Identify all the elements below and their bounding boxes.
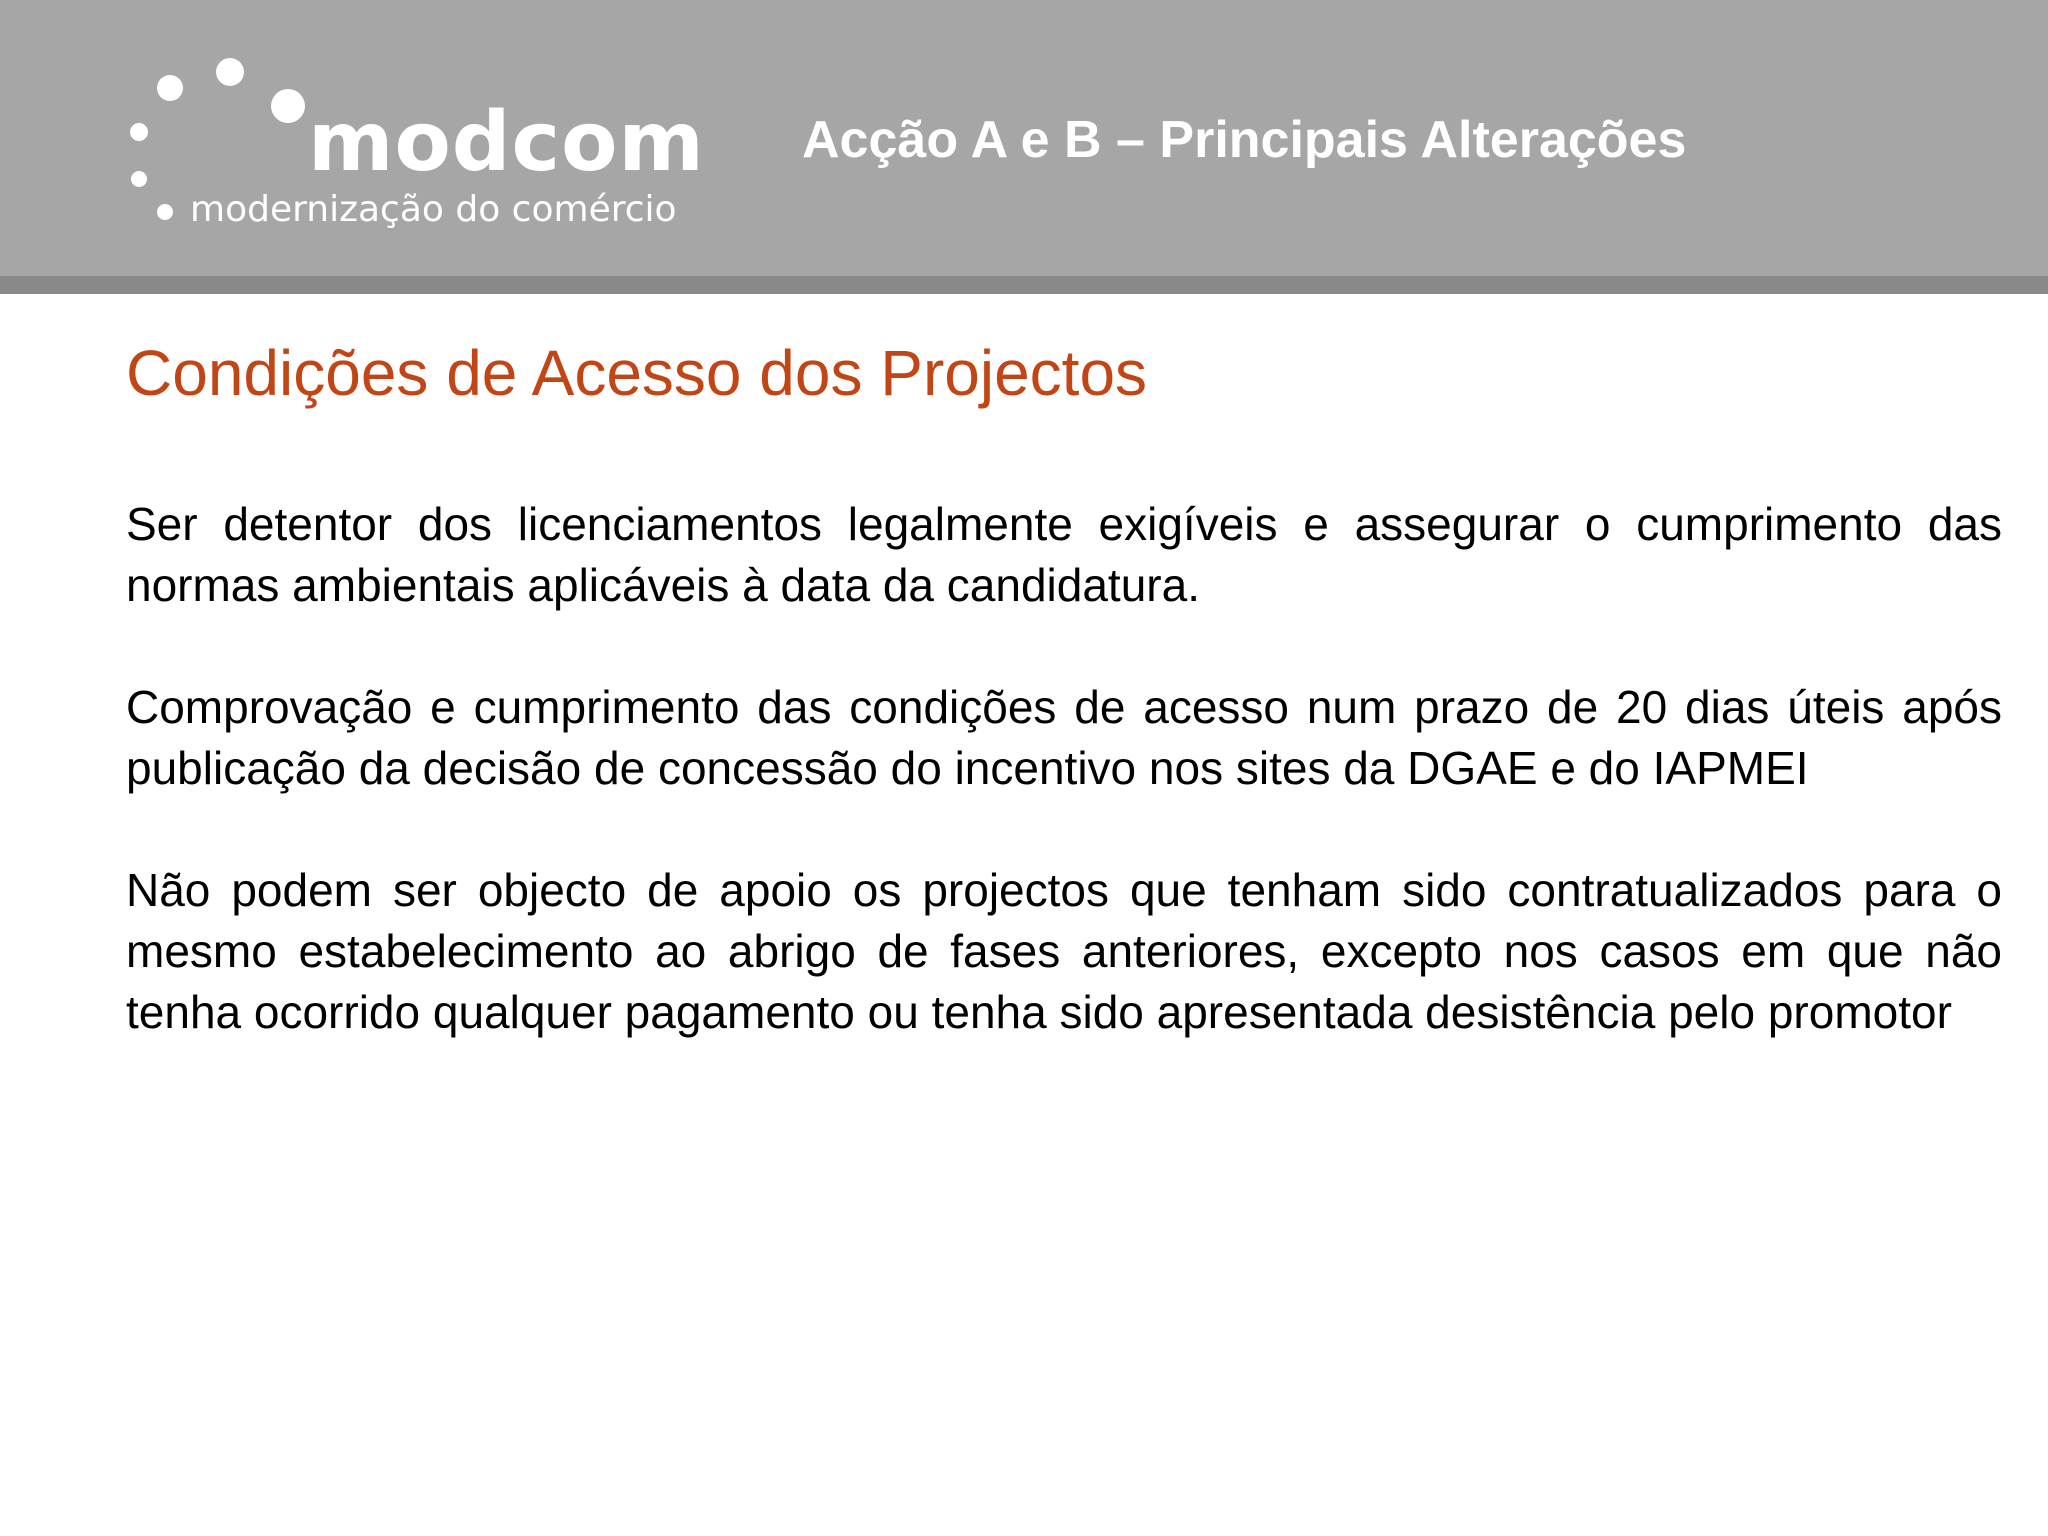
logo-wordmark: modcom bbox=[308, 95, 705, 190]
modcom-logo bbox=[118, 50, 705, 240]
paragraph-exclusions: Não podem ser objecto de apoio os projectos que tenham sido contratualizados para o mesmo estabelecimento ao abrigo de fases anteriores, excepto nos casos em que não tenha ocorrido qualquer pagamento ou tenha sido apresentada desistência pelo promotor bbox=[126, 864, 2002, 1038]
header-divider-band bbox=[0, 276, 2048, 294]
slide-header bbox=[0, 0, 2048, 276]
paragraph-licensing: Ser detentor dos licenciamentos legalmente exigíveis e assegurar o cumprimento das normas ambientais aplicáveis à data da candidatura. bbox=[126, 498, 2002, 611]
section-title: Condições de Acesso dos Projectos bbox=[126, 337, 1148, 409]
header-title: Acção A e B – Principais Alterações bbox=[802, 111, 1687, 169]
body-text bbox=[126, 494, 2002, 1104]
logo-tagline: modernização do comércio bbox=[190, 189, 677, 230]
paragraph-access-conditions: Comprovação e cumprimento das condições de acesso num prazo de 20 dias úteis após publicação da decisão de concessão do incentivo nos sites da DGAE e do IAPMEI bbox=[126, 681, 2002, 794]
